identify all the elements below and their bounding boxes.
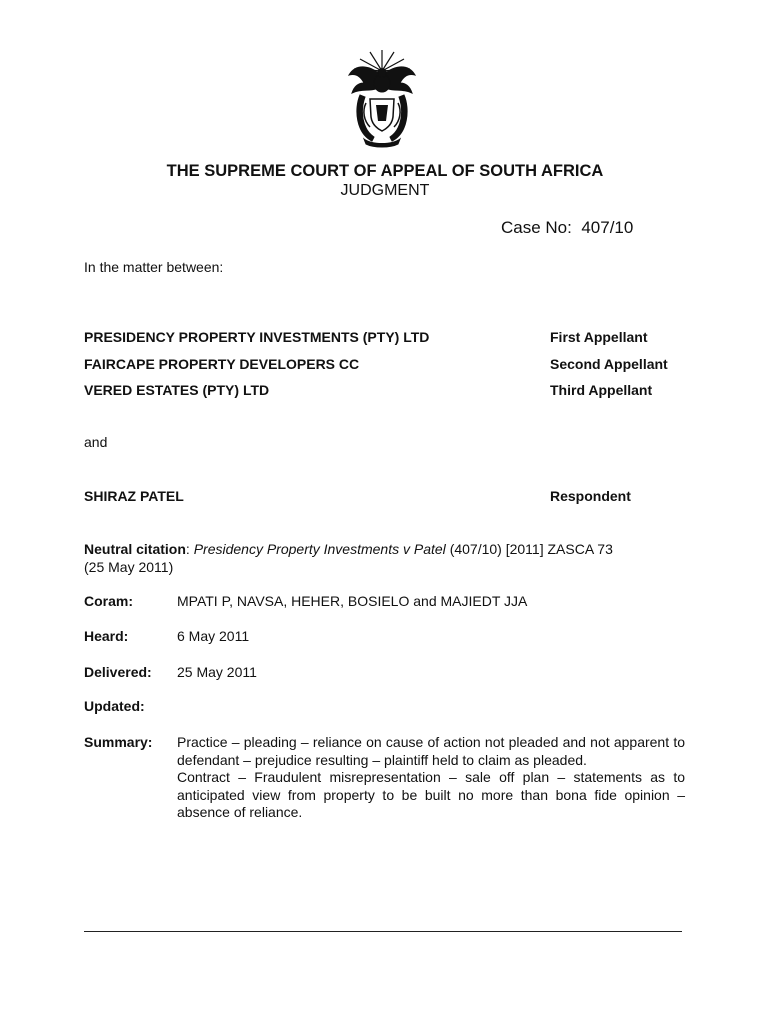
updated-label: Updated: (84, 698, 145, 714)
summary-paragraph: Contract – Fraudulent misrepresentation – sale off plan – statements as to anticipated view from property to be built no more than bona fide opinion – absence of reliance. (177, 769, 685, 820)
delivered-label: Delivered: (84, 664, 152, 680)
respondent-role: Respondent (550, 488, 631, 504)
case-number-value: 407/10 (581, 218, 634, 237)
coat-of-arms-icon (346, 47, 418, 148)
intro-text: In the matter between: (84, 259, 224, 275)
citation-case-name: Presidency Property Investments v Patel (193, 541, 446, 557)
case-number-label: Case No: (501, 218, 572, 237)
respondent-name: SHIRAZ PATEL (84, 488, 184, 504)
neutral-citation: Neutral citation: Presidency Property Investments v Patel (407/10) [2011] ZASCA 73 (25 May 2011) (84, 541, 613, 575)
citation-date: (25 May 2011) (84, 559, 174, 575)
coram-label: Coram: (84, 593, 134, 609)
heard-label: Heard: (84, 628, 129, 644)
appellant-2-role: Second Appellant (550, 356, 668, 372)
appellant-3-role: Third Appellant (550, 382, 653, 398)
summary-text (177, 734, 685, 822)
document-type: JUDGMENT (340, 182, 430, 199)
appellant-3-name: VERED ESTATES (PTY) LTD (84, 382, 270, 398)
coram-value: MPATI P, NAVSA, HEHER, BOSIELO and MAJIEDT JJA (177, 593, 528, 609)
citation-reference: (407/10) [2011] ZASCA 73 (449, 541, 613, 557)
appellant-1-role: First Appellant (550, 329, 648, 345)
summary-paragraph: Practice – pleading – reliance on cause of action not pleaded and not apparent to defendant – prejudice resulting – plaintiff held to claim as pleaded. (177, 734, 685, 768)
appellant-2-name: FAIRCAPE PROPERTY DEVELOPERS CC (84, 356, 360, 372)
citation-label: Neutral citation (84, 541, 186, 557)
delivered-value: 25 May 2011 (177, 664, 257, 680)
summary-label: Summary: (84, 734, 153, 750)
appellant-1-name: PRESIDENCY PROPERTY INVESTMENTS (PTY) LTD (84, 329, 430, 345)
heard-value: 6 May 2011 (177, 628, 250, 644)
court-title: THE SUPREME COURT OF APPEAL OF SOUTH AFRICA (166, 162, 604, 180)
case-number (501, 218, 633, 238)
conjunction: and (84, 434, 108, 450)
footer-divider (84, 931, 682, 932)
